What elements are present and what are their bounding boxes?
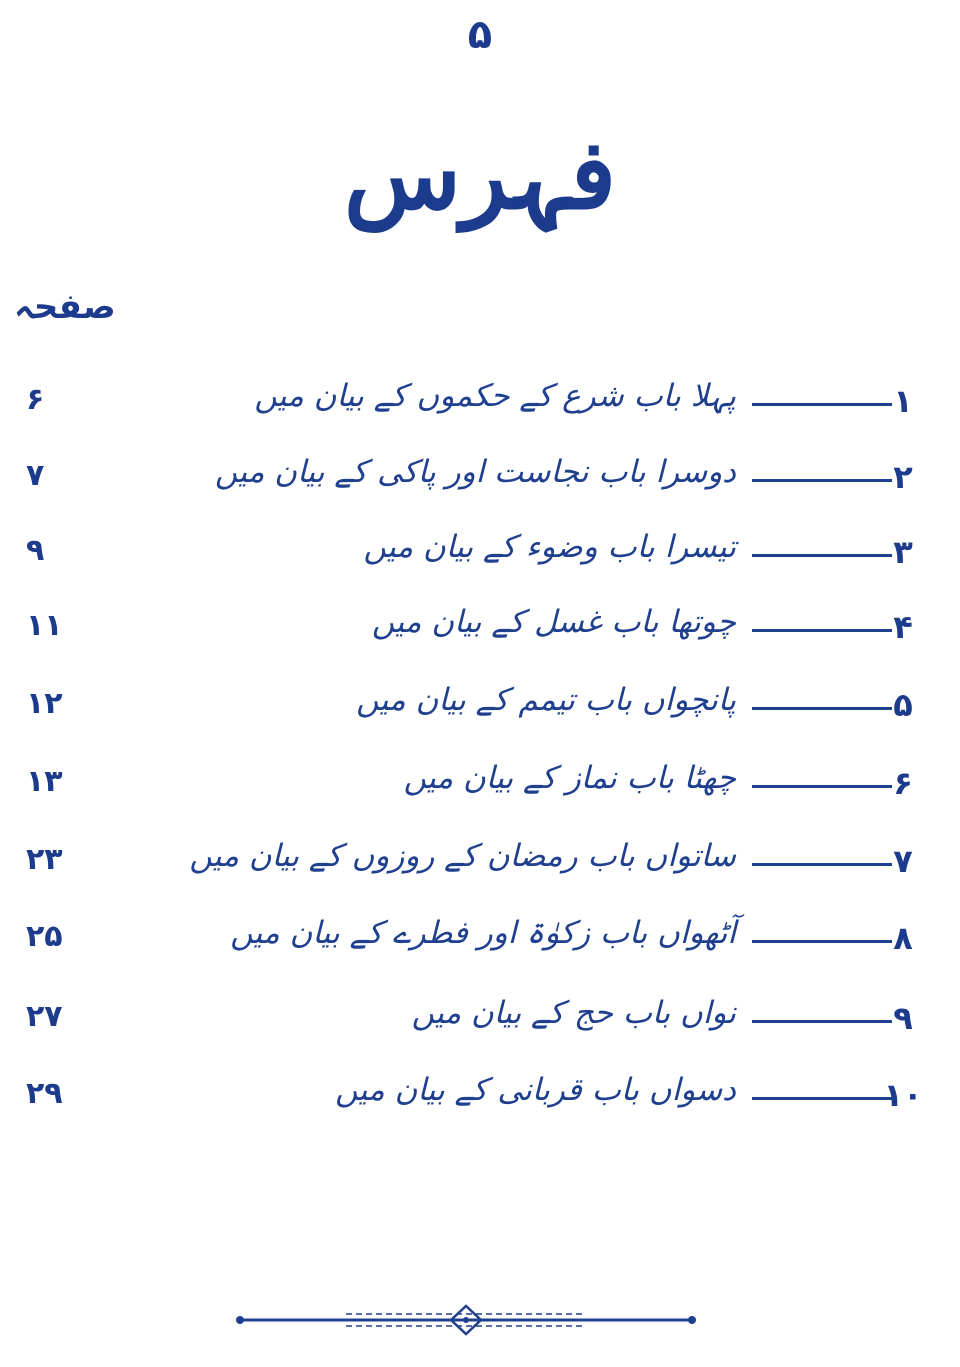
toc-entry <box>0 1070 960 1130</box>
entry-title: تیسرا باب وضوء کے بیان میں <box>363 529 736 565</box>
entry-page: ۹ <box>26 533 45 568</box>
entry-leader-line <box>752 940 892 943</box>
entry-number: ۸ <box>893 919 913 957</box>
entry-number: ۱۰ <box>883 1076 923 1114</box>
entry-page: ۲۹ <box>26 1076 63 1111</box>
entry-page: ۱۲ <box>26 686 63 721</box>
entry-number: ۲ <box>893 458 913 496</box>
page-title: فہرس <box>343 118 617 231</box>
toc-entry <box>0 993 960 1053</box>
toc-entry <box>0 452 960 512</box>
toc-entry <box>0 680 960 740</box>
entry-title: پہلا باب شرع کے حکموں کے بیان میں <box>254 378 736 414</box>
entry-number: ۵ <box>893 686 913 724</box>
entry-title: دوسرا باب نجاست اور پاکی کے بیان میں <box>214 454 736 490</box>
entry-leader-line <box>752 707 892 710</box>
toc-entry <box>0 376 960 436</box>
entry-number: ۶ <box>893 764 913 802</box>
entry-leader-line <box>752 1097 892 1100</box>
entry-number: ۴ <box>893 608 913 646</box>
entry-title: پانچواں باب تیمم کے بیان میں <box>356 682 736 718</box>
toc-entry <box>0 602 960 662</box>
entry-leader-line <box>752 403 892 406</box>
entry-title: نواں باب حج کے بیان میں <box>411 995 736 1031</box>
entry-number: ۷ <box>893 842 913 880</box>
entry-leader-line <box>752 629 892 632</box>
entry-page: ۷ <box>26 458 45 493</box>
entry-number: ۳ <box>893 533 913 571</box>
toc-entry <box>0 527 960 587</box>
entry-title: دسواں باب قربانی کے بیان میں <box>335 1072 736 1108</box>
entry-title: چھٹا باب نماز کے بیان میں <box>403 760 736 796</box>
toc-entry <box>0 836 960 896</box>
page-number: ۵ <box>467 12 493 58</box>
page-column-header: صفحہ <box>14 287 116 327</box>
entry-leader-line <box>752 479 892 482</box>
entry-page: ۶ <box>26 382 45 417</box>
decorative-divider-ornament <box>236 1300 696 1340</box>
entry-title: آٹھواں باب زکوٰۃ اور فطرے کے بیان میں <box>230 915 736 951</box>
entry-page: ۲۵ <box>26 919 63 954</box>
entry-page: ۲۳ <box>26 842 63 877</box>
entry-leader-line <box>752 1020 892 1023</box>
entry-page: ۲۷ <box>26 999 63 1034</box>
entry-number: ۹ <box>893 999 913 1037</box>
entry-page: ۱۱ <box>26 608 63 643</box>
entry-number: ۱ <box>893 382 913 420</box>
toc-entry <box>0 758 960 818</box>
toc-entry <box>0 913 960 973</box>
entry-page: ۱۳ <box>26 764 63 799</box>
entry-title: ساتواں باب رمضان کے روزوں کے بیان میں <box>189 838 736 874</box>
entry-leader-line <box>752 863 892 866</box>
entry-title: چوتھا باب غسل کے بیان میں <box>371 604 736 640</box>
entry-leader-line <box>752 785 892 788</box>
entry-leader-line <box>752 554 892 557</box>
